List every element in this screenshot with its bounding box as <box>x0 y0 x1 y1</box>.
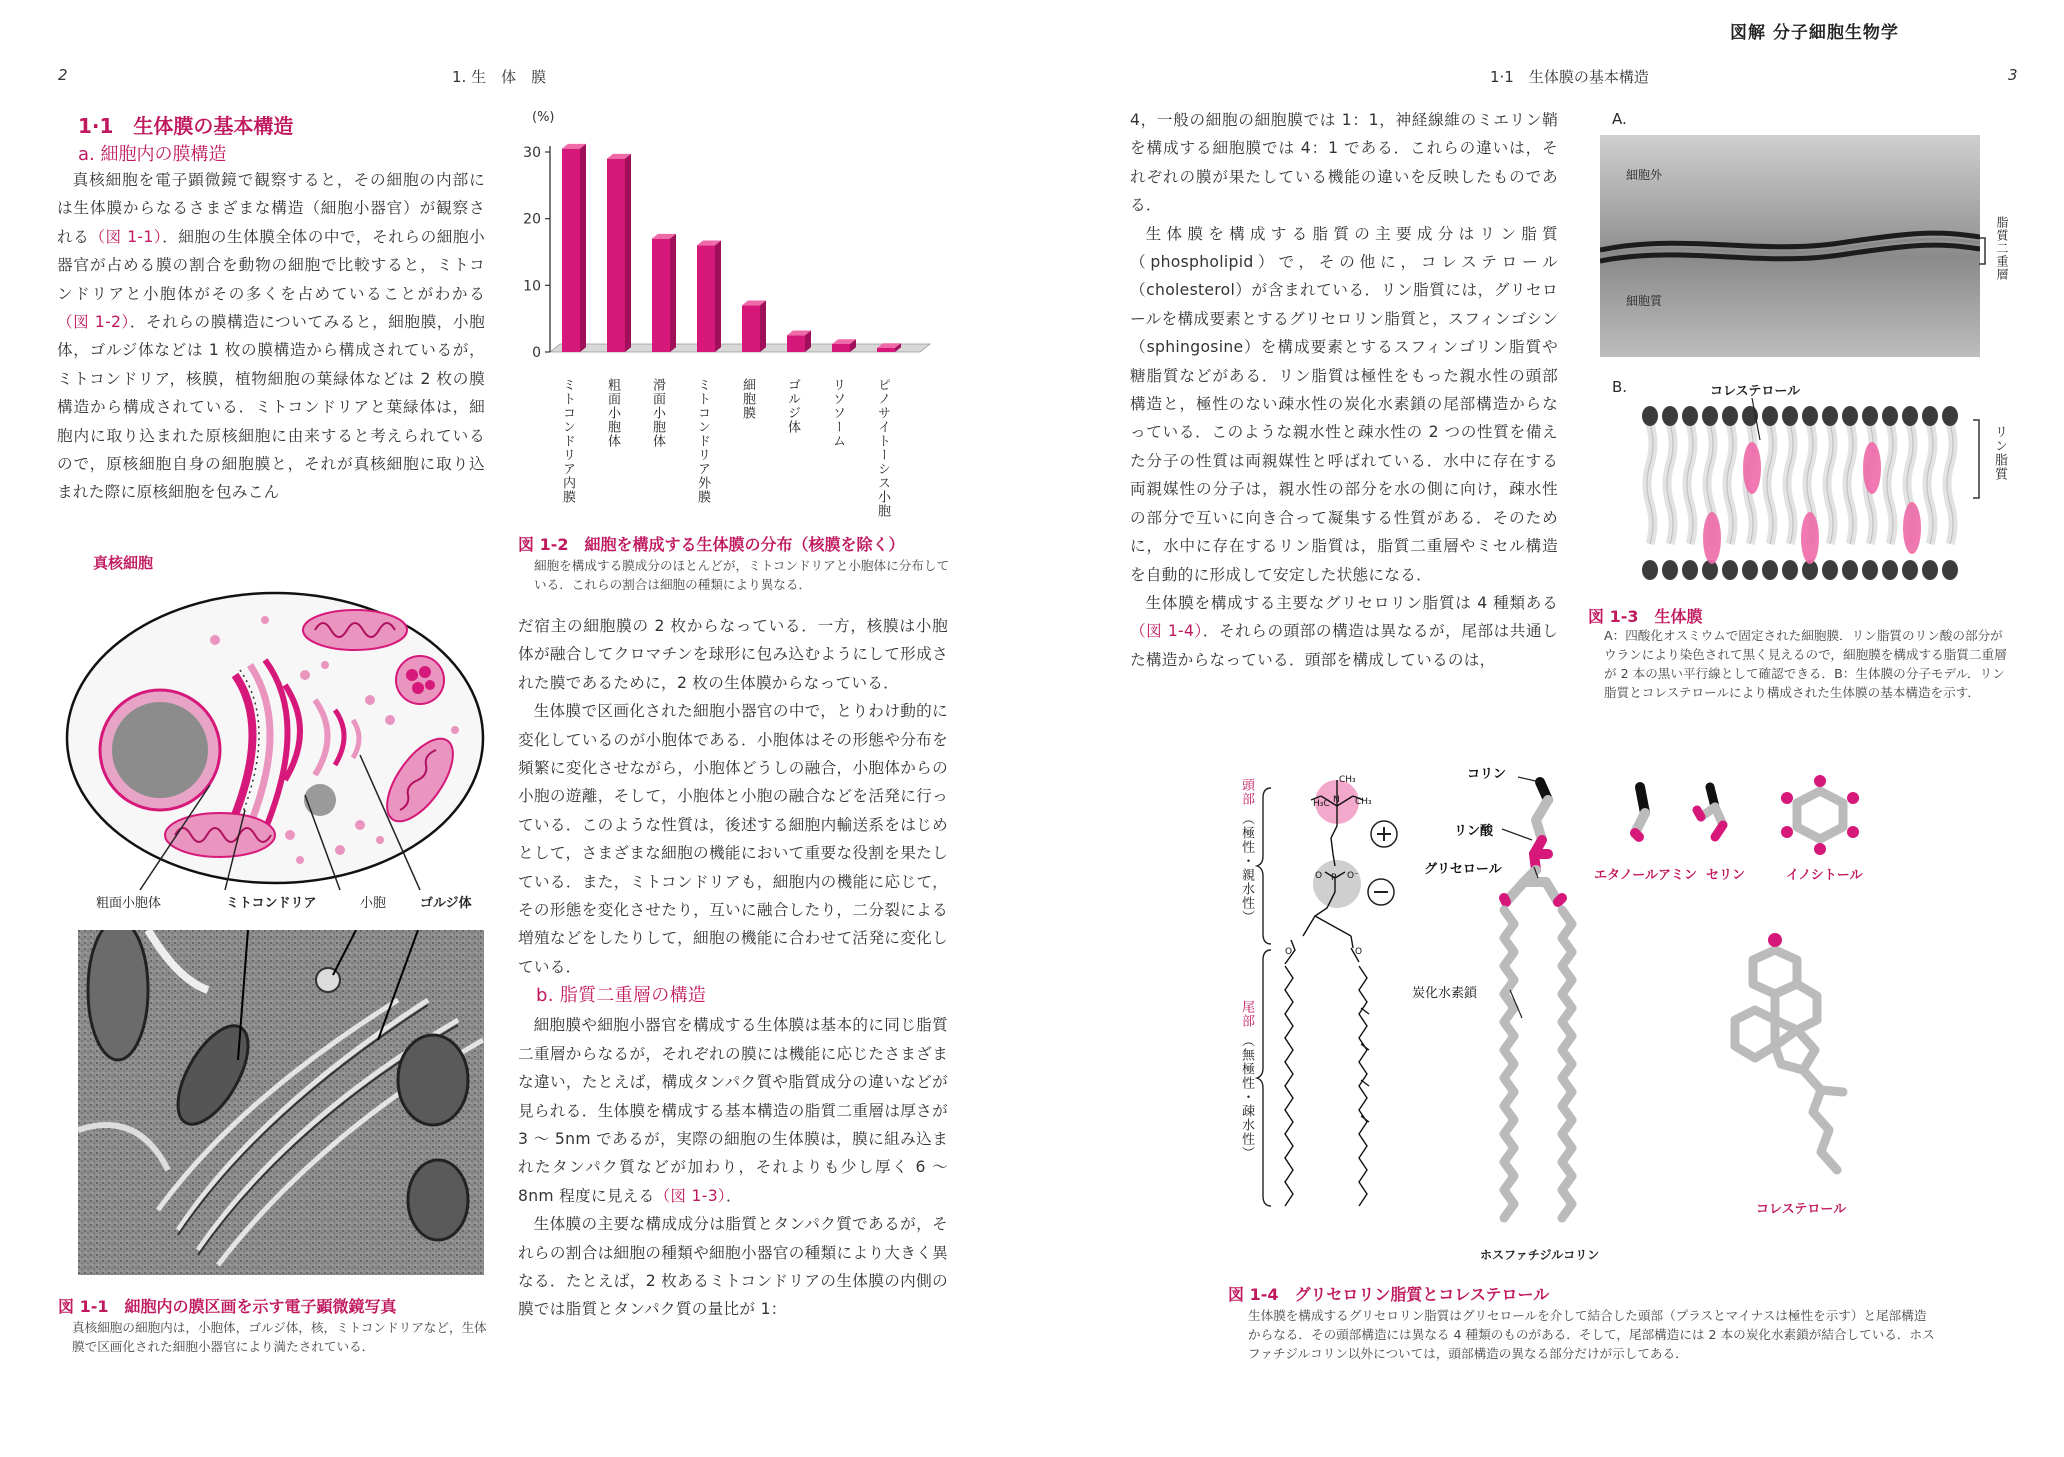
text-span: 生体膜を構成する主要なグリセロリン脂質は 4 種類ある <box>1145 593 1558 612</box>
text-span: ．それらの頭部の構造は異なるが，尾部は共通した構造からなっている．頭部を構成しているのは， <box>1130 622 1558 669</box>
svg-text:O⁻: O⁻ <box>1347 871 1359 881</box>
fig-1-4-caption-text: 生体膜を構成するグリセロリン脂質はグリセロールを介して結合した頭部（プラスとマイナスは極性を示す）と尾部構造からなる．その頭部構造には異なる 4 種類のものがある．そして，尾部構造には 2 本の炭化水素鎖が結合している．ホスファチジルコリン以外については，頭部構造の異なる部分だけが示してある． <box>1248 1308 1935 1361</box>
col2-paragraph-4: 生体膜の主要な構成成分は脂質とタンパク質であるが，それらの割合は細胞の種類や細胞小器官の種類により大きく異なる．たとえば，2 枚あるミトコンドリアの生体膜の内側の膜では脂質とタンパク質の量比が 1： <box>518 1215 948 1319</box>
label-vesicle: 小胞 <box>360 896 387 911</box>
chart-category-labels <box>520 378 950 518</box>
label-tail-sub: （無極性・疎水性） <box>1239 1034 1254 1160</box>
text-span: ．細胞の生体膜全体の中で，それらの細胞小器官が占める膜の割合を動物の細胞で比較すると，ミトコンドリアと小胞体がその多くを占めていることがわかる <box>57 227 485 303</box>
fig-1-2-caption-title: 図 1-2 細胞を構成する生体膜の分布（核膜を除く） <box>518 535 905 554</box>
svg-text:O: O <box>1285 947 1293 957</box>
label-lipid-bilayer: 脂質二重層 <box>1995 216 2009 281</box>
label-inositol: イノシトール <box>1786 868 1863 883</box>
chart-bar <box>607 154 631 352</box>
label-mitochondria: ミトコンドリア <box>226 896 317 911</box>
fig-1-3-caption-title: 図 1-3 生体膜 <box>1588 607 1703 626</box>
label-hydrocarbon-chain: 炭化水素鎖 <box>1412 986 1478 1001</box>
chart-y-unit: (%) <box>532 110 555 125</box>
chart-category-label: 細胞膜 <box>740 378 755 420</box>
phosphatidylcholine-3d-model <box>1470 770 1630 1240</box>
fig-1-3-caption-text: A：四酸化オスミウムで固定された細胞膜．リン脂質のリン酸の部分がウランにより染色されて黒く見えるので，細胞膜を構成する脂質二重層が 2 本の黒い平行線として確認できる．B：生体膜の分子モデル．リン脂質とコレステロールにより構成された生体膜の基本構造を示す． <box>1604 628 2007 700</box>
text-span: 細胞膜や細胞小器官を構成する生体膜は基本的に同じ脂質二重層からなるが，それぞれの膜には機能に応じたさまざまな違い，たとえば，構成タンパク質や脂質成分の違いなどが見られる．生体膜を構成する基本構造の脂質二重層は厚さが 3 〜 5nm であるが，実際の細胞の生体膜は，膜に組み込まれたタンパク質などが加わり，それよりも少し厚く 6 〜 8nm 程度に見える <box>518 1016 948 1205</box>
chart-category-label: 滑面小胞体 <box>650 378 665 448</box>
label-glycerol: グリセロール <box>1424 862 1502 877</box>
label-serine: セリン <box>1706 868 1746 883</box>
label-golgi: ゴルジ体 <box>420 896 472 911</box>
chart-y-tick-label: 10 <box>523 278 541 295</box>
col2-paragraph-2: 生体膜で区画化された細胞小器官の中で，とりわけ動的に変化しているのが小胞体である．小胞体はその形態や分布を頻繁に変化させながら，小胞体どうしの融合，小胞体からの小胞の遊離，そして，小胞体と小胞の融合などを活発に行っている．このような性質は，後述する細胞内輸送系をはじめとして，さまざまな細胞の機能において重要な役割を果たしている．また，ミトコンドリアも，細胞内の機能に応じて，その形態を変化させたり，互いに融合したり，二分裂による増殖などをしたりして，細胞の機能に合わせて活発に変化している． <box>518 702 948 976</box>
chart-category-label: ピノサイトーシス小胞 <box>875 378 890 518</box>
text-span: ． <box>726 1186 742 1205</box>
svg-text:O: O <box>1355 947 1363 957</box>
fig-ref-1-1[interactable]: （図 1-1） <box>89 227 163 246</box>
column-2-text <box>518 612 948 1324</box>
chart-bar <box>742 301 766 352</box>
saturated-chain <box>1285 966 1293 1206</box>
subsection-a-title: a. 細胞内の膜構造 <box>78 144 227 165</box>
book-title: 図解 分子細胞生物学 <box>1730 23 1899 43</box>
svg-text:CH₃: CH₃ <box>1355 797 1372 807</box>
phospholipid-bracket <box>1972 418 1984 500</box>
fig-ref-1-2[interactable]: （図 1-2） <box>57 313 130 332</box>
label-head: 頭部 <box>1239 778 1254 806</box>
electron-micrograph <box>78 930 484 1275</box>
label-extracellular: 細胞外 <box>1626 168 1663 182</box>
cholesterol-3d-model <box>1725 930 1865 1180</box>
fig-ref-1-4[interactable]: （図 1-4） <box>1130 622 1203 641</box>
column-3-text <box>1130 106 1558 674</box>
membrane-molecular-model <box>1640 398 1970 598</box>
chart-category-label: ゴルジ体 <box>785 378 800 434</box>
fig-1-3-label-a: A. <box>1612 110 1627 128</box>
left-page-number: 2 <box>58 66 68 84</box>
right-running-head: 1·1 生体膜の基本構造 <box>1490 68 1649 86</box>
label-cholesterol: コレステロール <box>1756 1202 1847 1217</box>
label-phosphatidylcholine: ホスファチジルコリン <box>1480 1248 1600 1262</box>
fig-1-2-caption-text: 細胞を構成する膜成分のほとんどが，ミトコンドリアと小胞体に分布している．これらの割合は細胞の種類により異なる． <box>534 558 950 592</box>
subsection-b-title: b. 脂質二重層の構造 <box>536 985 707 1007</box>
chart-bar <box>697 241 721 352</box>
svg-text:O: O <box>1315 871 1323 881</box>
svg-text:H₃C: H₃C <box>1313 799 1330 809</box>
column-1-text <box>57 166 485 507</box>
svg-text:P: P <box>1331 873 1337 883</box>
fig-ref-1-3[interactable]: （図 1-3） <box>654 1186 727 1205</box>
label-head-sub: （極性・親水性） <box>1239 812 1254 924</box>
fig-1-3-label-b: B. <box>1612 378 1628 396</box>
label-cholesterol-model: コレステロール <box>1710 384 1801 399</box>
col2-paragraph-1: だ宿主の細胞膜の 2 枚からなっている．一方，核膜は小胞体が融合してクロマチンを球形に包み込むようにして形成された膜であるために，2 枚の生体膜からなっている． <box>518 617 948 692</box>
chart-bar <box>787 331 811 352</box>
label-rough-er: 粗面小胞体 <box>96 896 162 911</box>
chart-category-label: ミトコンドリア外膜 <box>695 378 710 504</box>
left-running-head: 1. 生 体 膜 <box>452 68 547 86</box>
chart-y-tick-label: 30 <box>523 145 541 161</box>
chart-bar <box>652 234 676 352</box>
text-span: ．それらの膜構造についてみると，細胞膜，小胞体，ゴルジ体などは 1 枚の膜構造から構成されているが，ミトコンドリア，核膜，植物細胞の葉緑体などは 2 枚の膜構造から構成されている．ミトコンドリアと葉緑体は，細胞内に取り込まれた原核細胞に由来すると考えられているので，原核細胞自身の細胞膜と，それが真核細胞に取り込まれた際に原核細胞を包みこん <box>57 313 485 502</box>
label-choline: コリン <box>1467 767 1507 782</box>
label-tail: 尾部 <box>1239 1000 1254 1028</box>
chart-y-tick-label: 0 <box>532 345 541 361</box>
chart-category-label: 粗面小胞体 <box>605 378 620 448</box>
cell-diagram-title: 真核細胞 <box>93 554 154 572</box>
fig-1-4-caption-title: 図 1-4 グリセロリン脂質とコレステロール <box>1228 1285 1550 1304</box>
right-page-number: 3 <box>2008 66 2018 84</box>
label-phospholipid: リン脂質 <box>1992 425 2007 481</box>
chart-y-tick-label: 20 <box>523 211 541 228</box>
label-ethanolamine: エタノールアミン <box>1594 868 1697 883</box>
label-cytoplasm: 細胞質 <box>1626 294 1663 308</box>
chart-category-label: リソソーム <box>830 378 845 448</box>
svg-text:N: N <box>1333 795 1340 805</box>
eukaryotic-cell-diagram <box>60 580 500 920</box>
fig-1-1-caption-title: 図 1-1 細胞内の膜区画を示す電子顕微鏡写真 <box>58 1297 397 1316</box>
col3-paragraph-2: 生体膜を構成する脂質の主要成分はリン脂質（phospholipid）で，その他に，コレステロール（cholesterol）が含まれている．リン脂質には，グリセロールを構成要素とするグリセロリン脂質と，スフィンゴシン（sphingosine）を構成要素とするスフィンゴリン脂質や糖脂質などがある．リン脂質は極性をもった親水性の頭部構造と，極性のない疎水性の炭化水素鎖の尾部構造からなっている．このような親水性と疎水性の 2 つの性質を備えた分子の性質は両親媒性と呼ばれている．水中に存在する両親媒性の分子は，親水性の部分を水の側に向け，疎水性の部分で互いに向き合って凝集する性質がある．そのために，水中に存在するリン脂質は，脂質二重層やミセル構造を自動的に形成して安定した状態になる． <box>1130 224 1558 584</box>
text-span: 真核細胞を電子顕微鏡で観察すると，その細胞の内部には生体膜からなるさまざまな構造（細胞小器官）が観察される <box>57 171 485 246</box>
label-phosphate: リン酸 <box>1454 824 1494 839</box>
chart-bar <box>562 144 586 352</box>
col3-paragraph-1: 4，一般の細胞の細胞膜では 1：1，神経線維のミエリン鞘を構成する細胞膜では 4：1 である．これらの違いは，それぞれの膜が果たしている機能の違いを反映したものである． <box>1130 111 1558 215</box>
membrane-distribution-chart <box>520 130 950 380</box>
bilayer-bracket <box>1978 236 1990 266</box>
head-group-models <box>1615 775 1895 860</box>
section-title: 1·1 生体膜の基本構造 <box>78 114 294 138</box>
chart-category-label: ミトコンドリア内膜 <box>560 378 575 504</box>
unsaturated-chain <box>1359 966 1367 1206</box>
svg-text:CH₃: CH₃ <box>1339 775 1356 785</box>
fig-1-1-caption-text: 真核細胞の細胞内は，小胞体，ゴルジ体，核，ミトコンドリアなど，生体膜で区画化された細胞小器官により満たされている． <box>72 1320 487 1354</box>
